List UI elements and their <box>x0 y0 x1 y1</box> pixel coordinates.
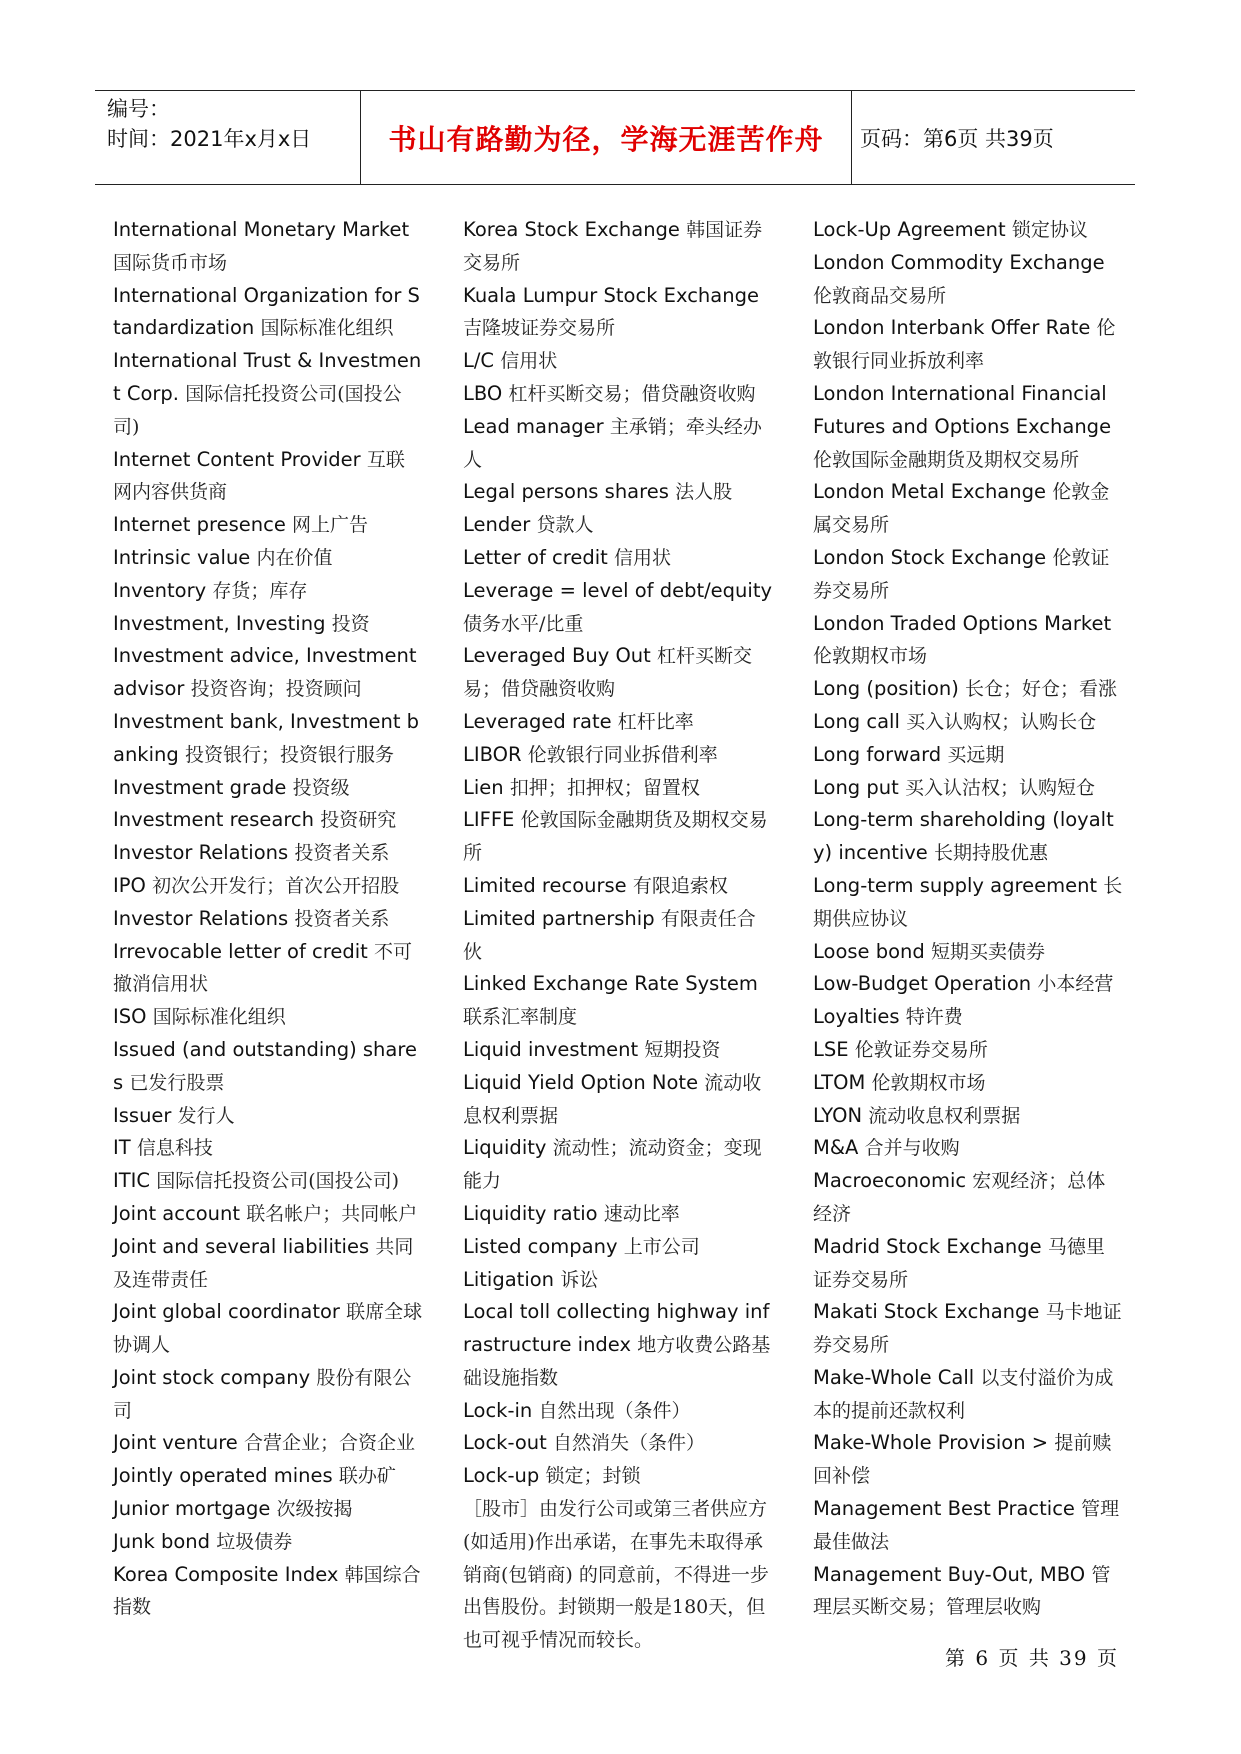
glossary-entry <box>813 1362 1123 1428</box>
term-english: Long (position) <box>813 677 959 701</box>
term-chinese: 次级按揭 <box>276 1498 353 1521</box>
term-chinese: 存货；库存 <box>212 579 308 602</box>
glossary-entry <box>113 345 423 443</box>
glossary-entry <box>813 870 1123 936</box>
term-english: Lead manager <box>463 414 604 438</box>
glossary-entry <box>113 837 423 870</box>
term-english: LIFFE <box>463 808 515 832</box>
glossary-entry <box>463 1395 773 1428</box>
term-english: Inventory <box>113 578 207 602</box>
term-english: Joint stock company <box>113 1365 311 1389</box>
term-english: Litigation <box>463 1267 555 1291</box>
term-english: Korea Stock Exchange <box>463 218 680 241</box>
term-english: Loose bond <box>813 939 925 963</box>
term-english: Liquid Yield Option Note <box>463 1070 699 1094</box>
glossary-entry <box>463 214 773 280</box>
term-chinese: 垃圾债券 <box>216 1530 293 1553</box>
glossary-entry <box>463 509 773 542</box>
term-english: Investment research <box>113 808 315 832</box>
term-english: London Commodity Exchange <box>813 250 1105 274</box>
term-chinese: 股份有限公司 <box>113 1366 412 1422</box>
page-code: 页码：第6页 共39页 <box>860 126 1054 151</box>
glossary-entry <box>463 1427 773 1460</box>
glossary-entry <box>813 968 1123 1001</box>
term-english: Joint venture <box>113 1431 238 1455</box>
glossary-entry <box>463 575 773 641</box>
term-english: Liquidity ratio <box>463 1201 598 1225</box>
term-chinese: 小本经营 <box>1037 973 1114 996</box>
term-english: Joint global coordinator <box>113 1300 340 1324</box>
term-english: Loyalties <box>813 1005 900 1029</box>
term-chinese: 提前赎回补偿 <box>813 1432 1112 1488</box>
glossary-entry <box>463 1132 773 1198</box>
term-english: Lien <box>463 775 504 799</box>
glossary-entry <box>463 772 773 805</box>
page-footer: 第 6 页 共 39 页 <box>945 1646 1119 1670</box>
term-english: Investor Relations <box>113 906 289 930</box>
term-english: London Stock Exchange <box>813 545 1047 569</box>
glossary-entry <box>813 804 1123 870</box>
term-chinese: 流动收息权利票据 <box>868 1104 1021 1127</box>
term-chinese: 国际信托投资公司(国投公司) <box>113 382 402 438</box>
glossary-entry <box>113 772 423 805</box>
glossary-entry <box>463 640 773 706</box>
glossary-entry <box>813 673 1123 706</box>
glossary-entry <box>463 804 773 870</box>
glossary-entry <box>813 247 1123 313</box>
term-english: London Metal Exchange <box>813 480 1046 504</box>
glossary-entry <box>813 1493 1123 1559</box>
term-chinese: 长仓；好仓；看涨 <box>965 678 1118 701</box>
glossary-entry <box>113 804 423 837</box>
glossary-entry <box>113 640 423 706</box>
glossary-entry <box>463 345 773 378</box>
glossary-entry <box>463 1067 773 1133</box>
glossary-entry <box>463 1198 773 1231</box>
glossary-entry <box>463 1264 773 1297</box>
glossary-entry <box>113 1100 423 1133</box>
glossary-entry <box>113 1132 423 1165</box>
term-english: International Organization for Standardization <box>113 283 420 340</box>
term-chinese: 投资银行；投资银行服务 <box>184 743 394 766</box>
term-english: Investment grade <box>113 775 287 799</box>
glossary-entry <box>813 476 1123 542</box>
term-chinese: 国际标准化组织 <box>260 317 394 340</box>
glossary-entry <box>113 1296 423 1362</box>
term-english: Letter of credit <box>463 545 608 569</box>
glossary-entry <box>463 1460 773 1493</box>
term-english: LTOM <box>813 1070 866 1094</box>
glossary-entry <box>113 608 423 641</box>
term-english: Investment bank, Investment banking <box>113 709 420 766</box>
glossary-entry <box>463 542 773 575</box>
glossary-entry <box>463 378 773 411</box>
glossary-entry <box>813 214 1123 247</box>
term-english: Lock-out <box>463 1431 547 1455</box>
term-chinese: 伦敦证券交易所 <box>854 1038 988 1061</box>
term-english: Macroeconomic <box>813 1169 967 1193</box>
term-chinese: 诉讼 <box>560 1268 599 1291</box>
term-english: Liquid investment <box>463 1037 639 1061</box>
term-chinese: 有限责任合伙 <box>463 907 756 963</box>
term-chinese: 国际货币市场 <box>113 251 228 274</box>
term-english: London Interbank Offer Rate <box>813 316 1091 340</box>
term-english: Limited partnership <box>463 906 655 930</box>
glossary-entry <box>813 1001 1123 1034</box>
term-chinese: 伦敦期权市场 <box>871 1071 986 1094</box>
term-chinese: 特许费 <box>905 1006 963 1029</box>
term-english: Local toll collecting highway infrastructure index <box>463 1300 770 1357</box>
term-chinese: 流动性；流动资金；变现能力 <box>463 1137 762 1193</box>
glossary-entry <box>813 1132 1123 1165</box>
term-english: Internet Content Provider <box>113 447 361 471</box>
glossary-entry <box>113 214 423 280</box>
term-english: Limited recourse <box>463 873 627 897</box>
term-english: Long call <box>813 709 900 733</box>
term-english: Lender <box>463 513 531 537</box>
glossary-entry <box>113 1198 423 1231</box>
term-english: Korea Composite Index <box>113 1562 339 1586</box>
term-chinese: 内在价值 <box>256 546 333 569</box>
term-chinese: 韩国综合指数 <box>113 1563 421 1619</box>
term-english: ISO <box>113 1005 147 1029</box>
glossary-entry <box>113 870 423 903</box>
glossary-entry <box>463 706 773 739</box>
term-chinese: 扣押；扣押权；留置权 <box>509 776 700 799</box>
term-chinese: 马德里证券交易所 <box>813 1235 1105 1291</box>
term-english: LSE <box>813 1037 849 1061</box>
term-chinese: 主承销；牵头经办人 <box>463 415 762 471</box>
term-chinese: 伦敦金属交易所 <box>813 481 1110 537</box>
term-english: Internet presence <box>113 513 286 537</box>
term-chinese: 法人股 <box>675 481 733 504</box>
term-english: Investment, Investing <box>113 611 326 635</box>
glossary-entry <box>113 1559 423 1625</box>
term-english: Investment advice, Investment advisor <box>113 644 417 701</box>
term-english: Issuer <box>113 1103 172 1127</box>
glossary-entry <box>813 378 1123 476</box>
term-english: Long-term shareholding (loyalty) incentive <box>813 808 1114 865</box>
term-english: IPO <box>113 873 146 897</box>
glossary-entry <box>813 1100 1123 1133</box>
term-chinese: 国际标准化组织 <box>152 1006 286 1029</box>
glossary-entry <box>813 739 1123 772</box>
term-chinese: 伦敦期权市场 <box>813 645 928 668</box>
glossary-entry <box>813 706 1123 739</box>
term-english: Management Best Practice <box>813 1497 1075 1521</box>
glossary-entry <box>463 476 773 509</box>
term-chinese: 宏观经济；总体经济 <box>813 1170 1106 1225</box>
glossary-entry <box>813 1165 1123 1231</box>
glossary-entry <box>463 968 773 1034</box>
glossary-entry <box>463 280 773 346</box>
header-motto-cell <box>360 91 852 184</box>
term-english: Liquidity <box>463 1136 547 1160</box>
term-chinese: 锁定协议 <box>1011 219 1088 241</box>
glossary-entry <box>463 1034 773 1067</box>
glossary-column-3 <box>813 214 1123 1624</box>
term-chinese: 投资级 <box>292 776 350 799</box>
glossary-entry <box>113 1460 423 1493</box>
term-english: Madrid Stock Exchange <box>813 1234 1042 1258</box>
term-chinese: 合并与收购 <box>864 1137 960 1160</box>
term-chinese: 伦敦国际金融期货及期权交易所 <box>813 448 1080 471</box>
term-english: LBO <box>463 381 503 405</box>
time-label: 时间：2021年x月x日 <box>107 127 312 151</box>
glossary-entry <box>113 1165 423 1198</box>
glossary-column-1 <box>113 214 423 1624</box>
term-english: Issued (and outstanding) shares <box>113 1037 417 1094</box>
term-chinese: 联名帐户；共同帐户 <box>246 1202 418 1225</box>
glossary-entry <box>113 936 423 1002</box>
glossary-entry <box>113 575 423 608</box>
term-chinese: 杠杆比率 <box>617 710 694 733</box>
term-chinese: 买入认购权；认购长仓 <box>906 710 1097 733</box>
term-chinese: 上市公司 <box>623 1235 700 1258</box>
term-chinese: 国际信托投资公司(国投公司) <box>156 1170 400 1193</box>
glossary-entry <box>463 870 773 903</box>
number-label: 编号： <box>107 97 170 121</box>
glossary-entry <box>813 936 1123 969</box>
term-chinese: 伦敦银行同业拆放利率 <box>813 317 1116 373</box>
glossary-entry <box>463 903 773 969</box>
term-chinese: 互联网内容供货商 <box>113 448 405 504</box>
glossary-entry <box>463 1493 773 1657</box>
term-chinese: 买入认沽权；认购短仓 <box>904 776 1095 799</box>
term-chinese: 投资 <box>331 612 370 635</box>
term-english: Long-term supply agreement <box>813 873 1098 897</box>
glossary-entry <box>813 1067 1123 1100</box>
term-chinese: 信用状 <box>613 546 671 569</box>
motto-text: 书山有路勤为径，学海无涯苦作舟 <box>388 122 824 156</box>
term-chinese: 短期买卖债券 <box>931 940 1046 963</box>
term-english: Lock-up <box>463 1464 540 1488</box>
term-chinese: 地方收费公路基础设施指数 <box>463 1334 771 1389</box>
term-chinese: 管理层买断交易；管理层收购 <box>813 1563 1111 1619</box>
term-english: Intrinsic value <box>113 545 251 569</box>
term-english: ITIC <box>113 1169 151 1193</box>
term-chinese: 联系汇率制度 <box>463 1006 578 1029</box>
term-chinese: 合营企业；合资企业 <box>244 1432 416 1455</box>
term-chinese: 长期持股优惠 <box>934 842 1049 865</box>
glossary-entry <box>113 1427 423 1460</box>
term-chinese: 信息科技 <box>136 1137 213 1160</box>
term-english: M&A <box>813 1136 859 1160</box>
term-english: IT <box>113 1136 131 1160</box>
glossary-entry <box>813 1559 1123 1625</box>
term-chinese: 自然出现（条件） <box>538 1399 691 1422</box>
term-english: Listed company <box>463 1234 618 1258</box>
term-chinese: 贷款人 <box>536 514 594 537</box>
term-english: L/C <box>463 349 495 373</box>
term-chinese: 马卡地证券交易所 <box>813 1301 1122 1357</box>
term-chinese: 有限追索权 <box>632 874 728 897</box>
glossary-entry <box>813 608 1123 674</box>
term-english: Leverage = level of debt/equity <box>463 578 773 602</box>
glossary-entry <box>113 1231 423 1297</box>
glossary-entry <box>113 1362 423 1428</box>
term-chinese: 网上广告 <box>292 514 369 537</box>
term-english: LIBOR <box>463 742 522 766</box>
term-chinese: 吉隆坡证券交易所 <box>463 317 616 340</box>
glossary-columns <box>113 214 1123 1652</box>
glossary-entry <box>813 772 1123 805</box>
term-english: Lock-Up Agreement <box>813 218 1006 241</box>
term-english: Leveraged rate <box>463 709 612 733</box>
term-chinese: 长期供应协议 <box>813 874 1123 930</box>
term-chinese: 杠杆买断交易；借贷融资收购 <box>463 645 753 701</box>
term-chinese: 伦敦银行同业拆借利率 <box>527 743 718 766</box>
glossary-entry <box>463 411 773 477</box>
term-chinese: 初次公开发行；首次公开招股 <box>152 874 400 897</box>
glossary-entry <box>113 1034 423 1100</box>
term-chinese: 共同及连带责任 <box>113 1235 414 1291</box>
glossary-entry <box>813 1231 1123 1297</box>
term-chinese: 投资咨询；投资顾问 <box>190 678 362 701</box>
glossary-entry <box>113 706 423 772</box>
glossary-entry <box>113 903 423 936</box>
glossary-entry <box>813 1034 1123 1067</box>
glossary-entry <box>813 312 1123 378</box>
term-english: Joint and several liabilities <box>113 1234 370 1258</box>
term-chinese: 短期投资 <box>644 1038 721 1061</box>
glossary-entry <box>813 1427 1123 1493</box>
term-english: Leveraged Buy Out <box>463 644 651 668</box>
term-chinese: 联办矿 <box>338 1465 396 1488</box>
term-chinese: ［股市］由发行公司或第三者供应方(如适用)作出承诺，在事先未取得承销商(包销商) 的同意前，不得进一步出售股份。封锁期一般是180天，但也可视乎情况而较长。 <box>463 1498 769 1652</box>
glossary-column-2 <box>463 214 773 1657</box>
term-english: Junk bond <box>113 1529 211 1553</box>
glossary-entry <box>813 542 1123 608</box>
term-chinese: 伦敦国际金融期货及期权交易所 <box>463 809 768 865</box>
term-english: Linked Exchange Rate System <box>463 972 758 996</box>
header-meta <box>95 91 360 184</box>
term-english: Lock-in <box>463 1398 533 1422</box>
term-english: London Traded Options Market <box>813 611 1112 635</box>
term-english: International Trust & Investment Corp. <box>113 349 422 405</box>
term-chinese: 发行人 <box>177 1104 235 1127</box>
term-english: Long forward <box>813 742 942 766</box>
glossary-entry <box>463 739 773 772</box>
term-chinese: 信用状 <box>500 350 558 373</box>
term-chinese: 杠杆买断交易；借贷融资收购 <box>508 382 756 405</box>
glossary-entry <box>463 1296 773 1394</box>
term-chinese: 不可撤消信用状 <box>113 940 413 996</box>
term-english: International Monetary Market <box>113 218 410 241</box>
term-chinese: 流动收息权利票据 <box>463 1071 762 1127</box>
term-english: London International Financial Futures and Options Exchange <box>813 381 1112 438</box>
page-header <box>95 90 1135 185</box>
term-chinese: 投资研究 <box>320 809 397 832</box>
term-chinese: 已发行股票 <box>129 1071 225 1094</box>
term-english: Low-Budget Operation <box>813 972 1032 996</box>
term-chinese: 自然消失（条件） <box>553 1432 706 1455</box>
term-chinese: 锁定；封锁 <box>545 1465 641 1488</box>
header-page-cell <box>850 91 1135 184</box>
term-english: LYON <box>813 1103 863 1127</box>
term-english: Long put <box>813 775 899 799</box>
term-english: Legal persons shares <box>463 480 669 504</box>
glossary-entry <box>113 280 423 346</box>
term-english: Make-Whole Call <box>813 1365 975 1389</box>
term-english: Makati Stock Exchange <box>813 1300 1040 1324</box>
term-english: Irrevocable letter of credit <box>113 939 368 963</box>
glossary-entry <box>113 1526 423 1559</box>
glossary-entry <box>113 542 423 575</box>
term-english: Management Buy-Out, MBO <box>813 1562 1086 1586</box>
glossary-entry <box>113 1001 423 1034</box>
term-english: Jointly operated mines <box>113 1464 333 1488</box>
term-english: Joint account <box>113 1201 240 1225</box>
term-chinese: 投资者关系 <box>294 907 390 930</box>
glossary-entry <box>813 1296 1123 1362</box>
term-english: Make-Whole Provision > <box>813 1431 1049 1455</box>
term-chinese: 联席全球协调人 <box>113 1301 423 1357</box>
term-chinese: 债务水平/比重 <box>463 612 584 635</box>
glossary-entry <box>113 509 423 542</box>
term-chinese: 买远期 <box>947 743 1005 766</box>
term-english: Investor Relations <box>113 841 289 865</box>
term-chinese: 以支付溢价为成本的提前还款权利 <box>813 1366 1114 1422</box>
glossary-entry <box>113 1493 423 1526</box>
term-english: Kuala Lumpur Stock Exchange <box>463 283 759 307</box>
term-english: Junior mortgage <box>113 1497 271 1521</box>
term-chinese: 伦敦证券交易所 <box>813 546 1110 602</box>
term-chinese: 投资者关系 <box>294 842 390 865</box>
glossary-entry <box>113 444 423 510</box>
glossary-entry <box>463 1231 773 1264</box>
term-chinese: 管理最佳做法 <box>813 1498 1120 1553</box>
term-chinese: 速动比率 <box>603 1202 680 1225</box>
term-chinese: 伦敦商品交易所 <box>813 284 947 307</box>
term-chinese: 韩国证券交易所 <box>463 219 763 274</box>
